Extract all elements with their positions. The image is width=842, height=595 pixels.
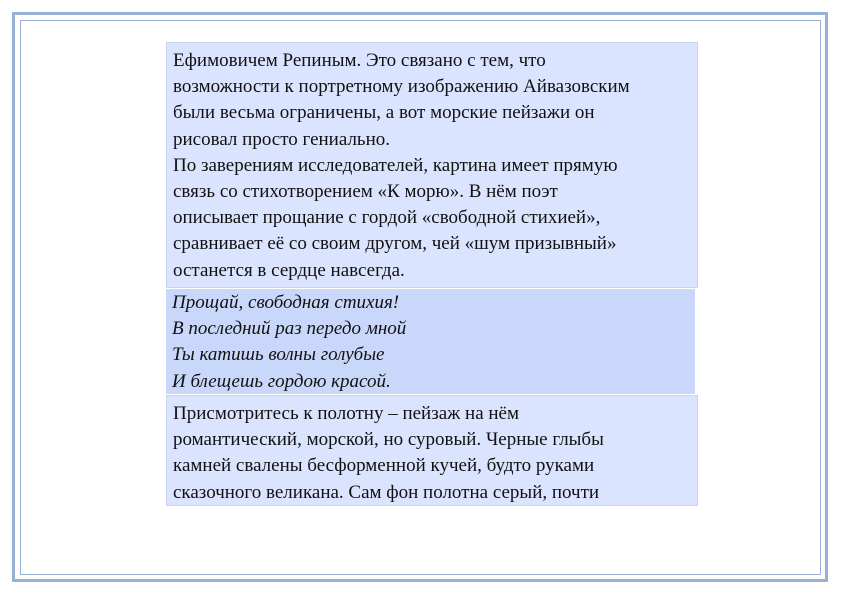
text-box-intro (166, 42, 698, 288)
text-box-poem (166, 289, 695, 394)
text-line: описывает прощание с гордой «свободной стихией», (173, 207, 601, 229)
text-line: были весьма ограничены, а вот морские пейзажи он (173, 102, 595, 124)
text-line: сравнивает её со своим другом, чей «шум призывный» (173, 233, 617, 255)
poem-line: Ты катишь волны голубые (172, 344, 385, 366)
text-line: Ефимовичем Репиным. Это связано с тем, что (173, 50, 546, 71)
text-line: возможности к портретному изображению Айвазовским (173, 76, 630, 98)
text-line: рисовал просто гениально. (173, 128, 391, 150)
text-line: останется в сердце навсегда. (173, 259, 405, 281)
text-line: связь со стихотворением «К морю». В нём поэт (173, 181, 558, 203)
text-line: романтический, морской, но суровый. Черные глыбы (173, 429, 604, 451)
poem-line: В последний раз передо мной (172, 318, 407, 340)
text-line: сказочного великана. Сам фон полотна серый, почти (173, 481, 600, 503)
text-line: По заверениям исследователей, картина имеет прямую (173, 154, 618, 176)
poem-line: Прощай, свободная стихия! (172, 292, 400, 313)
text-line: Присмотритесь к полотну – пейзаж на нём (173, 403, 520, 424)
text-line: камней свалены бесформенной кучей, будто руками (173, 455, 595, 477)
text-box-description (166, 395, 698, 506)
poem-line: И блещешь гордою красой. (172, 370, 391, 392)
